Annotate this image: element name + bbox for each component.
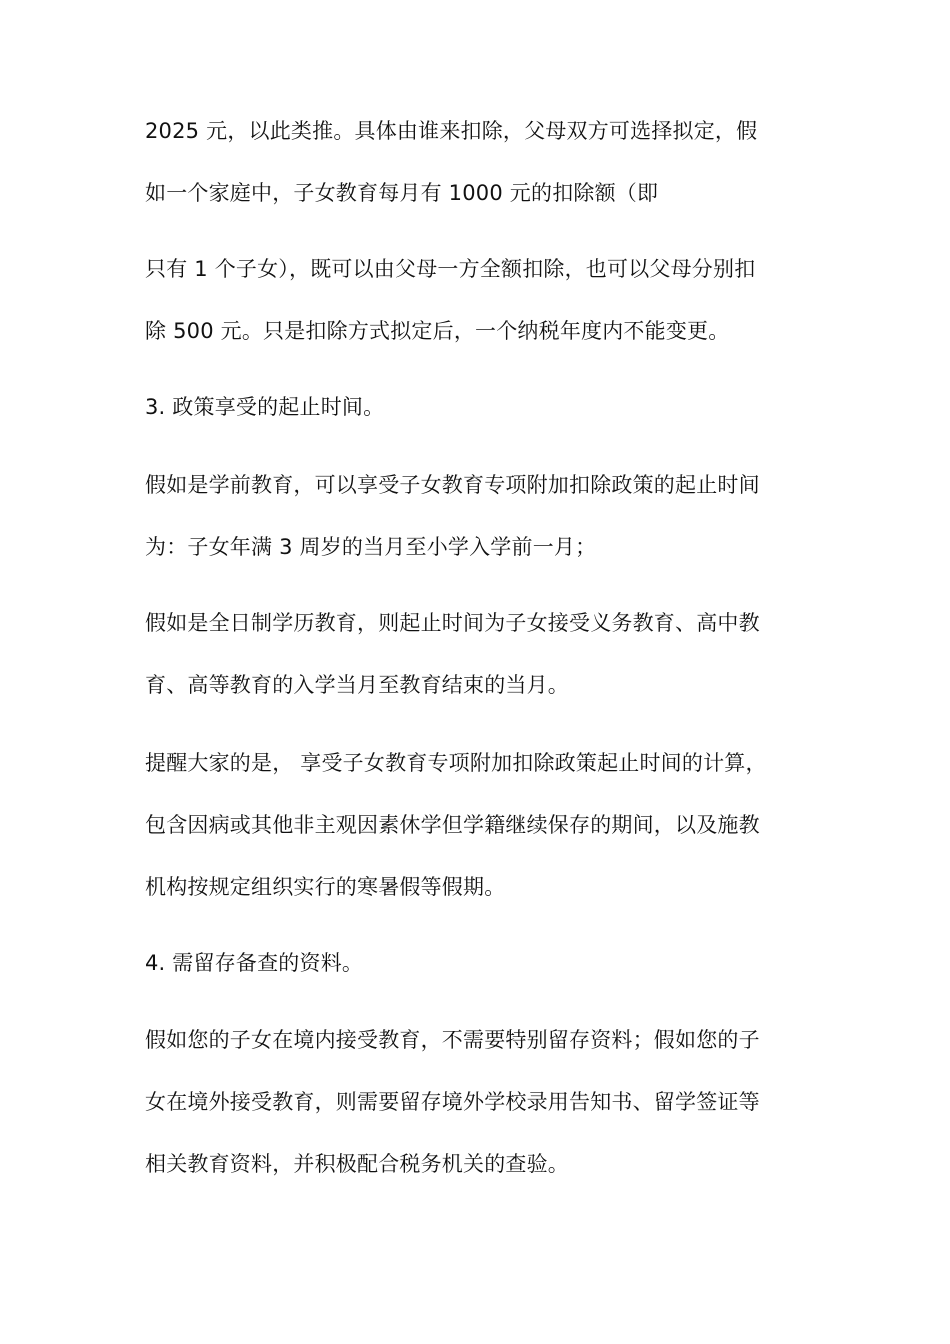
- paragraph-line: 2025 元，以此类推。具体由谁来扣除，父母双方可选择拟定，假: [145, 119, 758, 143]
- paragraph-line: 提醒大家的是， 享受子女教育专项附加扣除政策起止时间的计算，: [145, 751, 767, 775]
- paragraph-line: 相关教育资料，并积极配合税务机关的查验。: [145, 1152, 569, 1176]
- paragraph-line: 包含因病或其他非主观因素休学但学籍继续保存的期间，以及施教: [145, 813, 760, 837]
- paragraph-line: 为：子女年满 3 周岁的当月至小学入学前一月；: [145, 535, 597, 559]
- section-heading: 3. 政策享受的起止时间。: [145, 395, 385, 419]
- paragraph-line: 女在境外接受教育，则需要留存境外学校录用告知书、留学签证等: [145, 1090, 760, 1114]
- paragraph-line: 只有 1 个子女），既可以由父母一方全额扣除，也可以父母分别扣: [145, 257, 756, 281]
- paragraph-line: 机构按规定组织实行的寒暑假等假期。: [145, 875, 506, 899]
- paragraph-line: 除 500 元。只是扣除方式拟定后，一个纳税年度内不能变更。: [145, 319, 730, 343]
- paragraph-line: 假如是全日制学历教育，则起止时间为子女接受义务教育、高中教: [145, 611, 760, 635]
- paragraph-line: 假如您的子女在境内接受教育，不需要特别留存资料；假如您的子: [145, 1028, 760, 1052]
- section-heading: 4. 需留存备查的资料。: [145, 951, 364, 975]
- paragraph-line: 育、高等教育的入学当月至教育结束的当月。: [145, 673, 569, 697]
- paragraph-line: 假如是学前教育，可以享受子女教育专项附加扣除政策的起止时间: [145, 473, 760, 497]
- paragraph-line: 如一个家庭中，子女教育每月有 1000 元的扣除额（即: [145, 181, 659, 205]
